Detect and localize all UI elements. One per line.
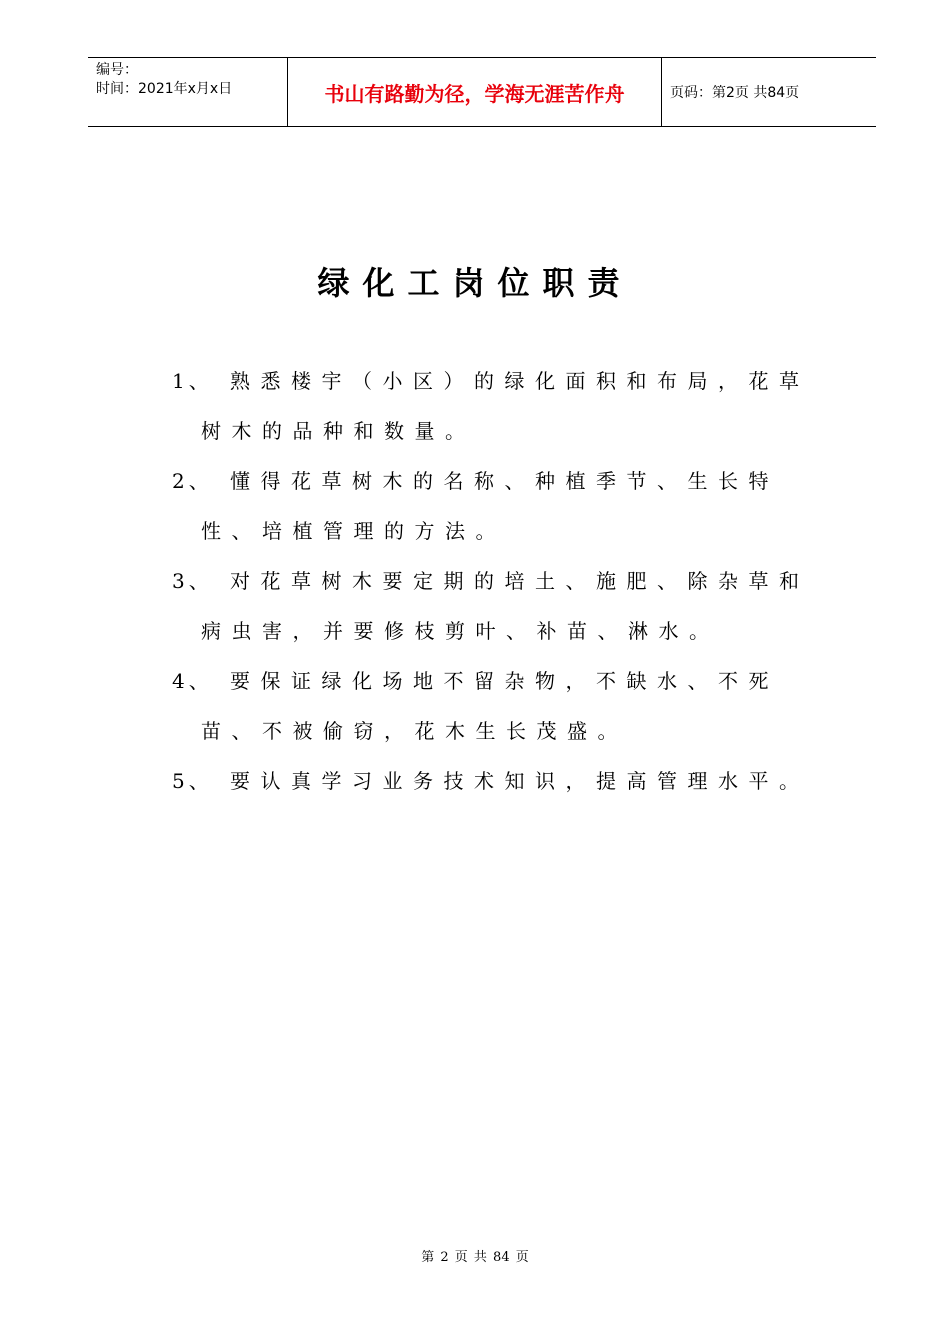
list-item: [172, 656, 832, 756]
motto-text: 书山有路勤为径，学海无涯苦作舟: [324, 81, 625, 106]
item-number: 1、: [172, 369, 213, 393]
item-text: 要保证绿化场地不留杂物，不缺水、不死苗、不被偷窃，花木生长茂盛。: [201, 669, 779, 743]
item-number: 5、: [172, 769, 213, 793]
document-time-label: 时间：2021年x月x日: [96, 81, 233, 97]
duty-list: [172, 356, 832, 806]
list-item: [172, 756, 832, 806]
item-number: 3、: [172, 569, 213, 593]
item-number: 4、: [172, 669, 213, 693]
item-number: 2、: [172, 469, 213, 493]
header-meta: [88, 58, 288, 126]
list-item: [172, 356, 832, 456]
header-page-info: [662, 58, 876, 126]
list-item: [172, 456, 832, 556]
page-info-text: 页码：第2页 共84页: [670, 85, 800, 101]
page-header: [88, 57, 876, 127]
list-item: [172, 556, 832, 656]
item-text: 懂得花草树木的名称、种植季节、生长特性、培植管理的方法。: [201, 469, 779, 543]
document-title: 绿化工岗位职责: [317, 264, 633, 302]
item-text: 对花草树木要定期的培土、施肥、除杂草和病虫害，并要修枝剪叶、补苗、淋水。: [201, 569, 810, 643]
document-number-label: 编号：: [96, 62, 138, 78]
item-text: 熟悉楼宇（小区）的绿化面积和布局，花草树木的品种和数量。: [201, 369, 810, 443]
header-motto: [288, 58, 662, 126]
page-footer: 第 2 页 共 84 页: [421, 1250, 529, 1265]
item-text: 要认真学习业务技术知识，提高管理水平。: [230, 769, 810, 793]
